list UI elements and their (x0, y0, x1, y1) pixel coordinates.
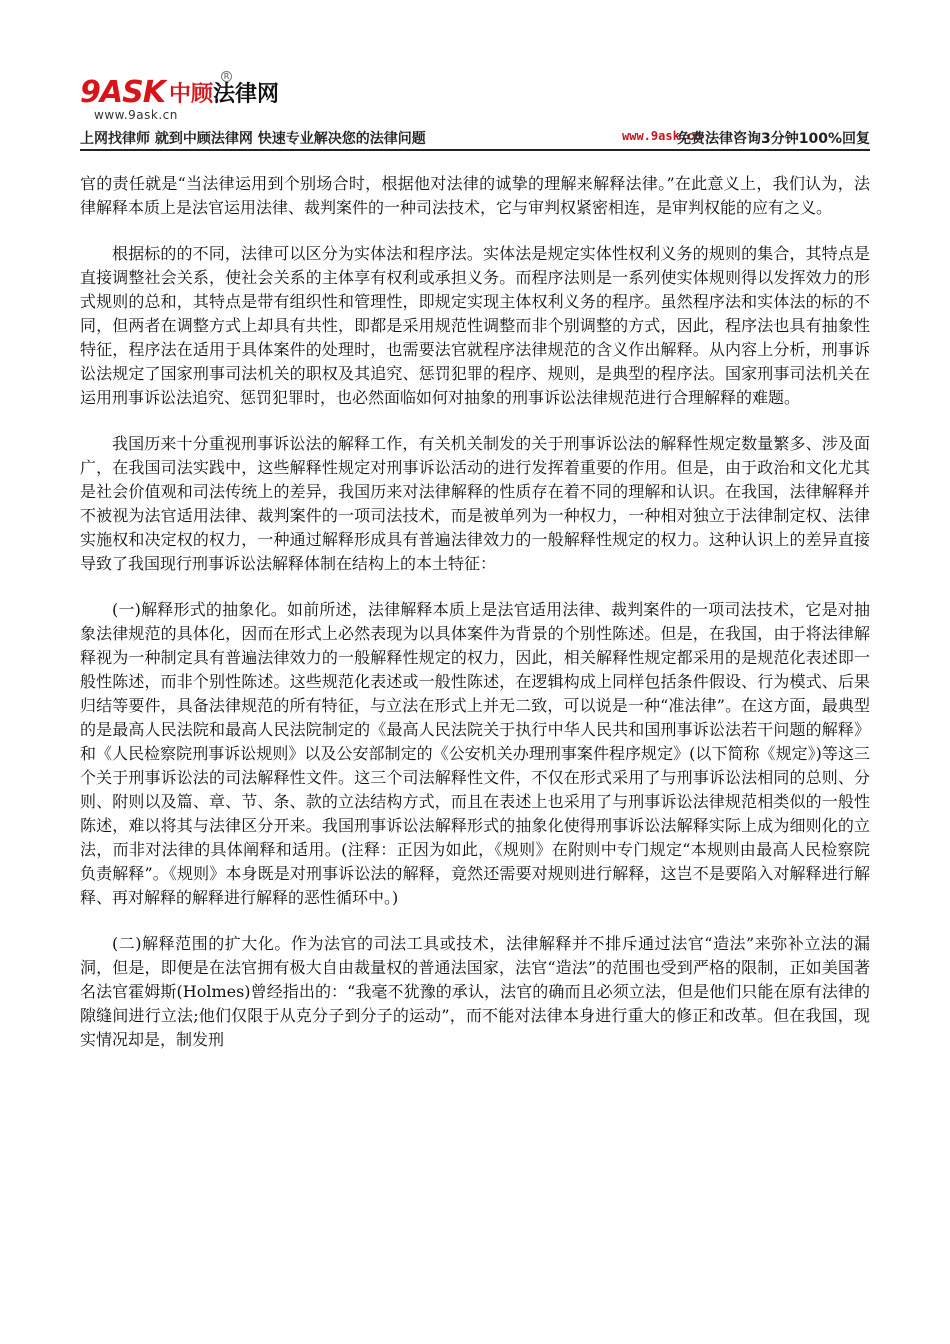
header-divider (80, 149, 870, 151)
logo-mark: 9ASK (80, 75, 165, 110)
paragraph: 根据标的的不同，法律可以区分为实体法和程序法。实体法是规定实体性权利义务的规则的集合，其特点是直接调整社会关系，使社会关系的主体享有权利或承担义务。而程序法则是一系列使实体规则得以发挥效力的形式规则的总和，其特点是带有组织性和管理性，即规定实现主体权利义务的程序。虽然程序法和实体法的标的不同，但两者在调整方式上却具有共性，即都是采用规范性调整而非个别调整的方式，因此，程序法也具有抽象性特征，程序法在适用于具体案件的处理时，也需要法官就程序法律规范的含义作出解释。从内容上分析，刑事诉讼法规定了国家刑事司法机关的职权及其追究、惩罚犯罪的程序、规则，是典型的程序法。国家刑事司法机关在运用刑事诉讼法追究、惩罚犯罪时，也必然面临如何对抽象的刑事诉讼法律规范进行合理解释的难题。 (80, 244, 870, 407)
paragraph: (一)解释形式的抽象化。如前所述，法律解释本质上是法官适用法律、裁判案件的一项司法技术，它是对抽象法律规范的具体化，因而在形式上必然表现为以具体案件为背景的个别性陈述。但是，在我国，由于将法律解释视为一种制定具有普遍法律效力的一般解释性规定的权力，因此，相关解释性规定都采用的是规范化表述即一般性陈述，而非个别性陈述。这些规范化表述或一般性陈述，在逻辑构成上同样包括条件假设、行为模式、后果归结等要件，具备法律规范的所有特征，与立法在形式上并无二致，可以说是一种“准法律”。在这方面，最典型的是最高人民法院和最高人民法院制定的《最高人民法院关于执行中华人民共和国刑事诉讼法若干问题的解释》和《人民检察院刑事诉讼规则》以及公安部制定的《公安机关办理刑事案件程序规定》(以下简称《规定》)等这三个关于刑事诉讼法的司法解释性文件。这三个司法解释性文件，不仅在形式采用了与刑事诉讼法相同的总则、分则、附则以及篇、章、节、条、款的立法结构方式，而且在表述上也采用了与刑事诉讼法律规范相类似的一般性陈述，难以将其与法律区分开来。我国刑事诉讼法解释形式的抽象化使得刑事诉讼法解释实际上成为细则化的立法，而非对法律的具体阐释和适用。(注释：正因为如此，《规则》在附则中专门规定“本规则由最高人民检察院负责解释”。《规则》本身既是对刑事诉讼法的解释，竟然还需要对规则进行解释，这岂不是要陷入对解释进行解释、再对解释的解释进行解释的恶性循环中。) (80, 600, 870, 907)
paragraph: 我国历来十分重视刑事诉讼法的解释工作，有关机关制发的关于刑事诉讼法的解释性规定数量繁多、涉及面广，在我国司法实践中，这些解释性规定对刑事诉讼活动的进行发挥着重要的作用。但是，由于政治和文化尤其是社会价值观和司法传统上的差异，我国历来对法律解释的性质存在着不同的理解和认识。在我国，法律解释并不被视为法官适用法律、裁判案件的一项司法技术，而是被单列为一种权力，一种相对独立于法律制定权、法律实施权和决定权的权力，一种通过解释形成具有普遍法律效力的一般解释性规定的权力。这种认识上的差异直接导致了我国现行刑事诉讼法解释体制在结构上的本土特征： (80, 434, 870, 573)
slogan-left: 上网找律师 就到中顾法律网 快速专业解决您的法律问题 (80, 131, 426, 147)
slogan-row (80, 128, 870, 148)
logo-url[interactable]: www.9ask.cn (94, 108, 178, 122)
registered-mark-icon: R (221, 71, 232, 82)
slogan-right: 免费法律咨询3分钟100%回复 (677, 131, 870, 147)
page-header (80, 70, 870, 150)
logo-name-part2: 法律网 (212, 82, 279, 107)
article-body (80, 172, 870, 1074)
logo-name (169, 80, 279, 110)
slogan-url[interactable]: www.9ask.cn (622, 129, 702, 143)
paragraph: 官的责任就是“当法律运用到个别场合时，根据他对法律的诚挚的理解来解释法律。”在此意义上，我们认为，法律解释本质上是法官运用法律、裁判案件的一种司法技术，它与审判权紧密相连，是审判权能的应有之义。 (80, 174, 870, 217)
paragraph: (二)解释范围的扩大化。作为法官的司法工具或技术，法律解释并不排斥通过法官“造法”来弥补立法的漏洞，但是，即便是在法官拥有极大自由裁量权的普通法国家，法官“造法”的范围也受到严格的限制，正如美国著名法官霍姆斯(Holmes)曾经指出的：“我毫不犹豫的承认，法官的确而且必须立法，但是他们只能在原有法律的隙缝间进行立法;他们仅限于从克分子到分子的运动”，而不能对法律本身进行重大的修正和改革。但在我国，现实情况却是，制发刑 (80, 934, 870, 1049)
site-logo[interactable] (80, 70, 279, 110)
logo-name-part1: 中顾 (168, 82, 213, 107)
